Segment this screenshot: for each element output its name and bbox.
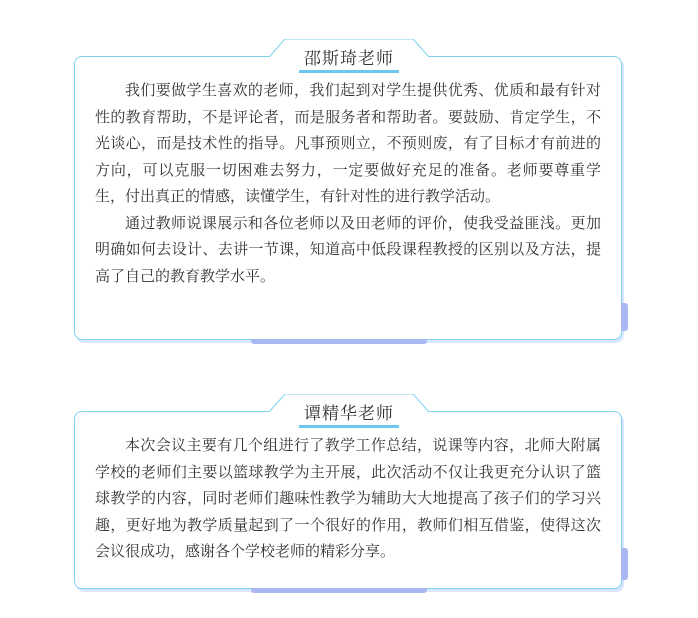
card-accent-bottom — [251, 339, 427, 344]
card-accent-bottom — [251, 588, 427, 593]
teacher-name: 邵斯琦老师 — [304, 49, 394, 69]
teacher-comment-card — [74, 49, 622, 340]
teacher-comment-card — [74, 404, 622, 589]
card-title-tab — [285, 394, 413, 428]
comment-paragraph: 本次会议主要有几个组进行了教学工作总结，说课等内容，北师大附属学校的老师们主要以篮球教学为主开展，此次活动不仅让我更充分认识了篮球教学的内容，同时老师们趣味性教学为辅助大大地提高了孩子们的学习兴趣，更好地为教学质量起到了一个很好的作用，教师们相互借鉴，使得这次会议很成功，感谢各个学校老师的精彩分享。 — [95, 436, 601, 560]
comment-body — [75, 57, 621, 289]
comment-paragraph: 通过教师说课展示和各位老师以及田老师的评价，使我受益匪浅。更加明确如何去设计、去讲一节课，知道高中低段课程教授的区别以及方法，提高了自己的教育教学水平。 — [95, 213, 601, 285]
teacher-name: 谭精华老师 — [304, 404, 394, 424]
card-accent-right — [621, 548, 628, 580]
title-underline — [299, 425, 399, 428]
card-title-tab — [285, 39, 413, 73]
comment-body — [75, 412, 621, 565]
title-underline — [299, 70, 399, 73]
card-accent-right — [621, 303, 628, 331]
comment-paragraph: 我们要做学生喜欢的老师，我们起到对学生提供优秀、优质和最有针对性的教育帮助，不是评论者，而是服务者和帮助者。要鼓励、肯定学生，不光谈心，而是技术性的指导。凡事预则立，不预则废，有了目标才有前进的方向，可以克服一切困难去努力，一定要做好充足的准备。老师要尊重学生，付出真正的情感，读懂学生，有针对性的进行教学活动。 — [95, 81, 601, 205]
